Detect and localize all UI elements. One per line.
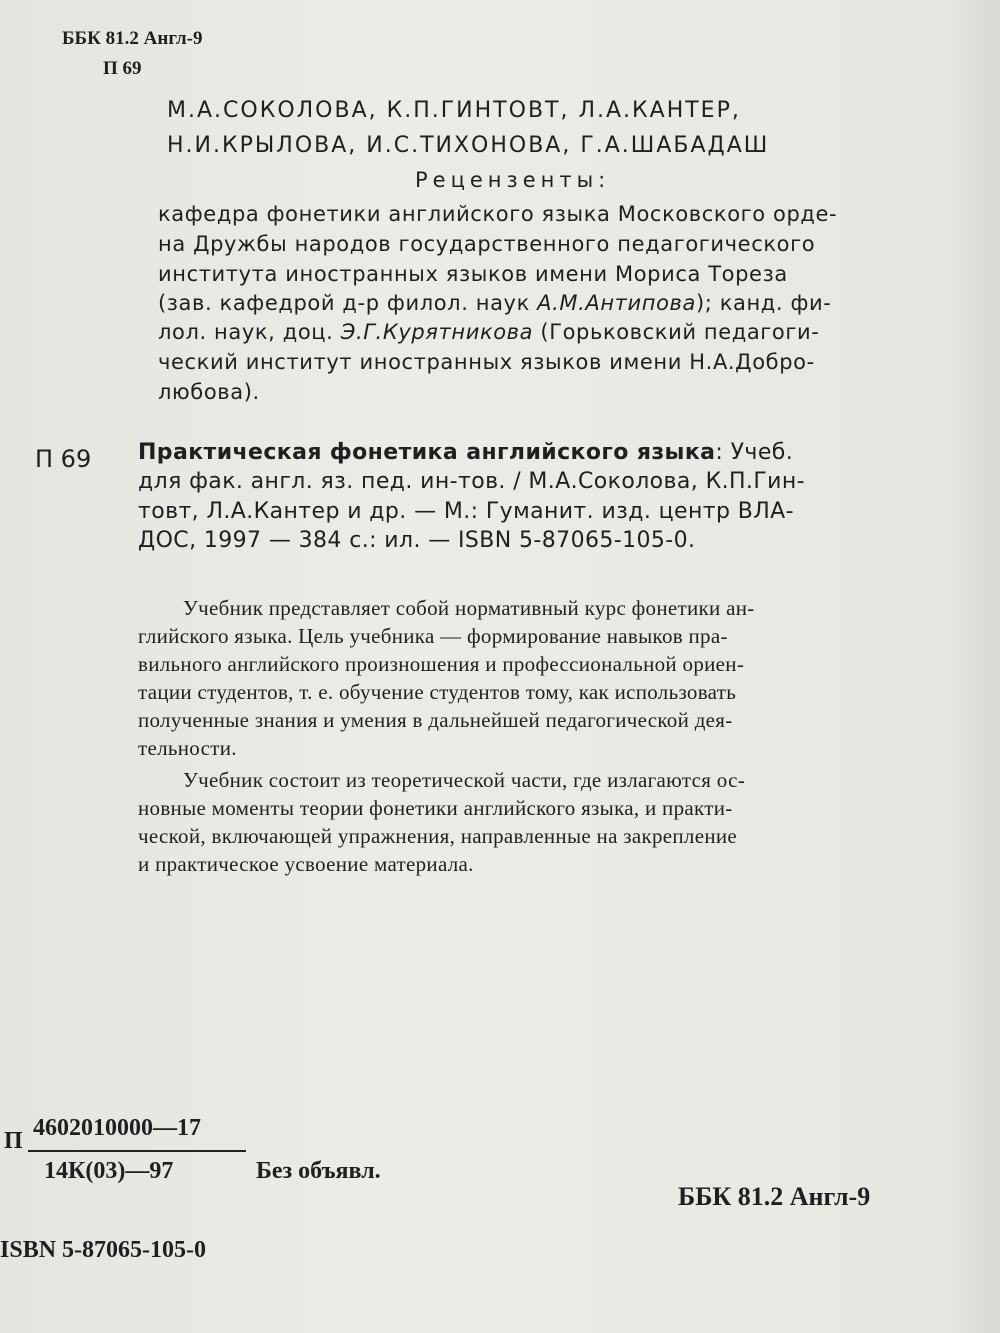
abstract-line: вильного английского произношения и профессиональной ориен- <box>138 652 745 676</box>
fraction-letter: П <box>4 1128 23 1154</box>
citation-line <box>138 440 793 465</box>
abstract-line: новные моменты теории фонетики английского языка, и практи- <box>138 796 733 820</box>
abstract-line: Учебник состоит из теоретической части, где излагаются ос- <box>183 768 745 792</box>
bbk-code-bottom: ББК 81.2 Англ-9 <box>678 1182 871 1211</box>
authors-line-1: М.А.СОКОЛОВА, К.П.ГИНТОВТ, Л.А.КАНТЕР, <box>167 98 741 123</box>
bbk-code-top: ББК 81.2 Англ-9 <box>62 28 203 49</box>
reviewers-line <box>158 291 831 315</box>
fraction-denominator: 14К(03)—97 <box>44 1158 174 1184</box>
abstract-line: тельности. <box>138 736 237 760</box>
reviewers-line: ческий институт иностранных языков имени Н.А.Добро- <box>158 350 815 374</box>
no-ad-note: Без объявл. <box>256 1158 381 1184</box>
book-title: Практическая фонетика английского языка <box>138 440 716 465</box>
fraction-bar <box>28 1150 246 1152</box>
reviewers-line: кафедра фонетики английского языка Московского орде- <box>158 202 838 226</box>
fraction-numerator: 4602010000—17 <box>33 1115 201 1141</box>
reviewers-line <box>158 320 819 344</box>
reviewers-line: института иностранных языков имени Мориса Тореза <box>158 262 788 286</box>
citation-line: ДОС, 1997 — 384 с.: ил. — ISBN 5-87065-105-0. <box>138 528 696 553</box>
reviewers-line-text: лол. наук, доц. <box>158 320 341 344</box>
abstract-line: Учебник представляет собой нормативный курс фонетики ан- <box>183 596 755 620</box>
reviewers-line-text: ); канд. фи- <box>695 291 832 315</box>
citation-text: : Учеб. <box>715 440 794 465</box>
citation-line: для фак. англ. яз. пед. ин-тов. / М.А.Соколова, К.П.Гин- <box>138 469 805 494</box>
abstract-line: глийского языка. Цель учебника — формирование навыков пра- <box>138 624 728 648</box>
reviewers-line: на Дружбы народов государственного педагогического <box>158 232 816 256</box>
abstract-line: тации студентов, т. е. обучение студентов тому, как использовать <box>138 680 737 704</box>
citation-line: товт, Л.А.Кантер и др. — М.: Гуманит. изд. центр ВЛА- <box>138 499 794 524</box>
authors-line-2: Н.И.КРЫЛОВА, И.С.ТИХОНОВА, Г.А.ШАБАДАШ <box>167 133 770 158</box>
reviewers-line: любова). <box>158 380 260 404</box>
reviewers-line-text: (зав. кафедрой д-р филол. наук <box>158 291 538 315</box>
reviewers-title: Рецензенты: <box>415 168 611 192</box>
author-mark-top: П 69 <box>103 58 142 79</box>
abstract-line: ческой, включающей упражнения, направленные на закрепление <box>138 824 738 848</box>
abstract-line: и практическое усвоение материала. <box>138 852 474 876</box>
reviewer-name: А.М.Антипова <box>537 291 696 315</box>
abstract-line: полученные знания и умения в дальнейшей педагогической дея- <box>138 708 733 732</box>
citation-code: П 69 <box>35 445 92 473</box>
isbn-bottom: ISBN 5-87065-105-0 <box>0 1237 207 1263</box>
page-edge-shadow <box>940 0 1000 1333</box>
reviewer-name: Э.Г.Курятникова <box>340 320 534 344</box>
reviewers-line-text: (Горьковский педагоги- <box>533 320 820 344</box>
